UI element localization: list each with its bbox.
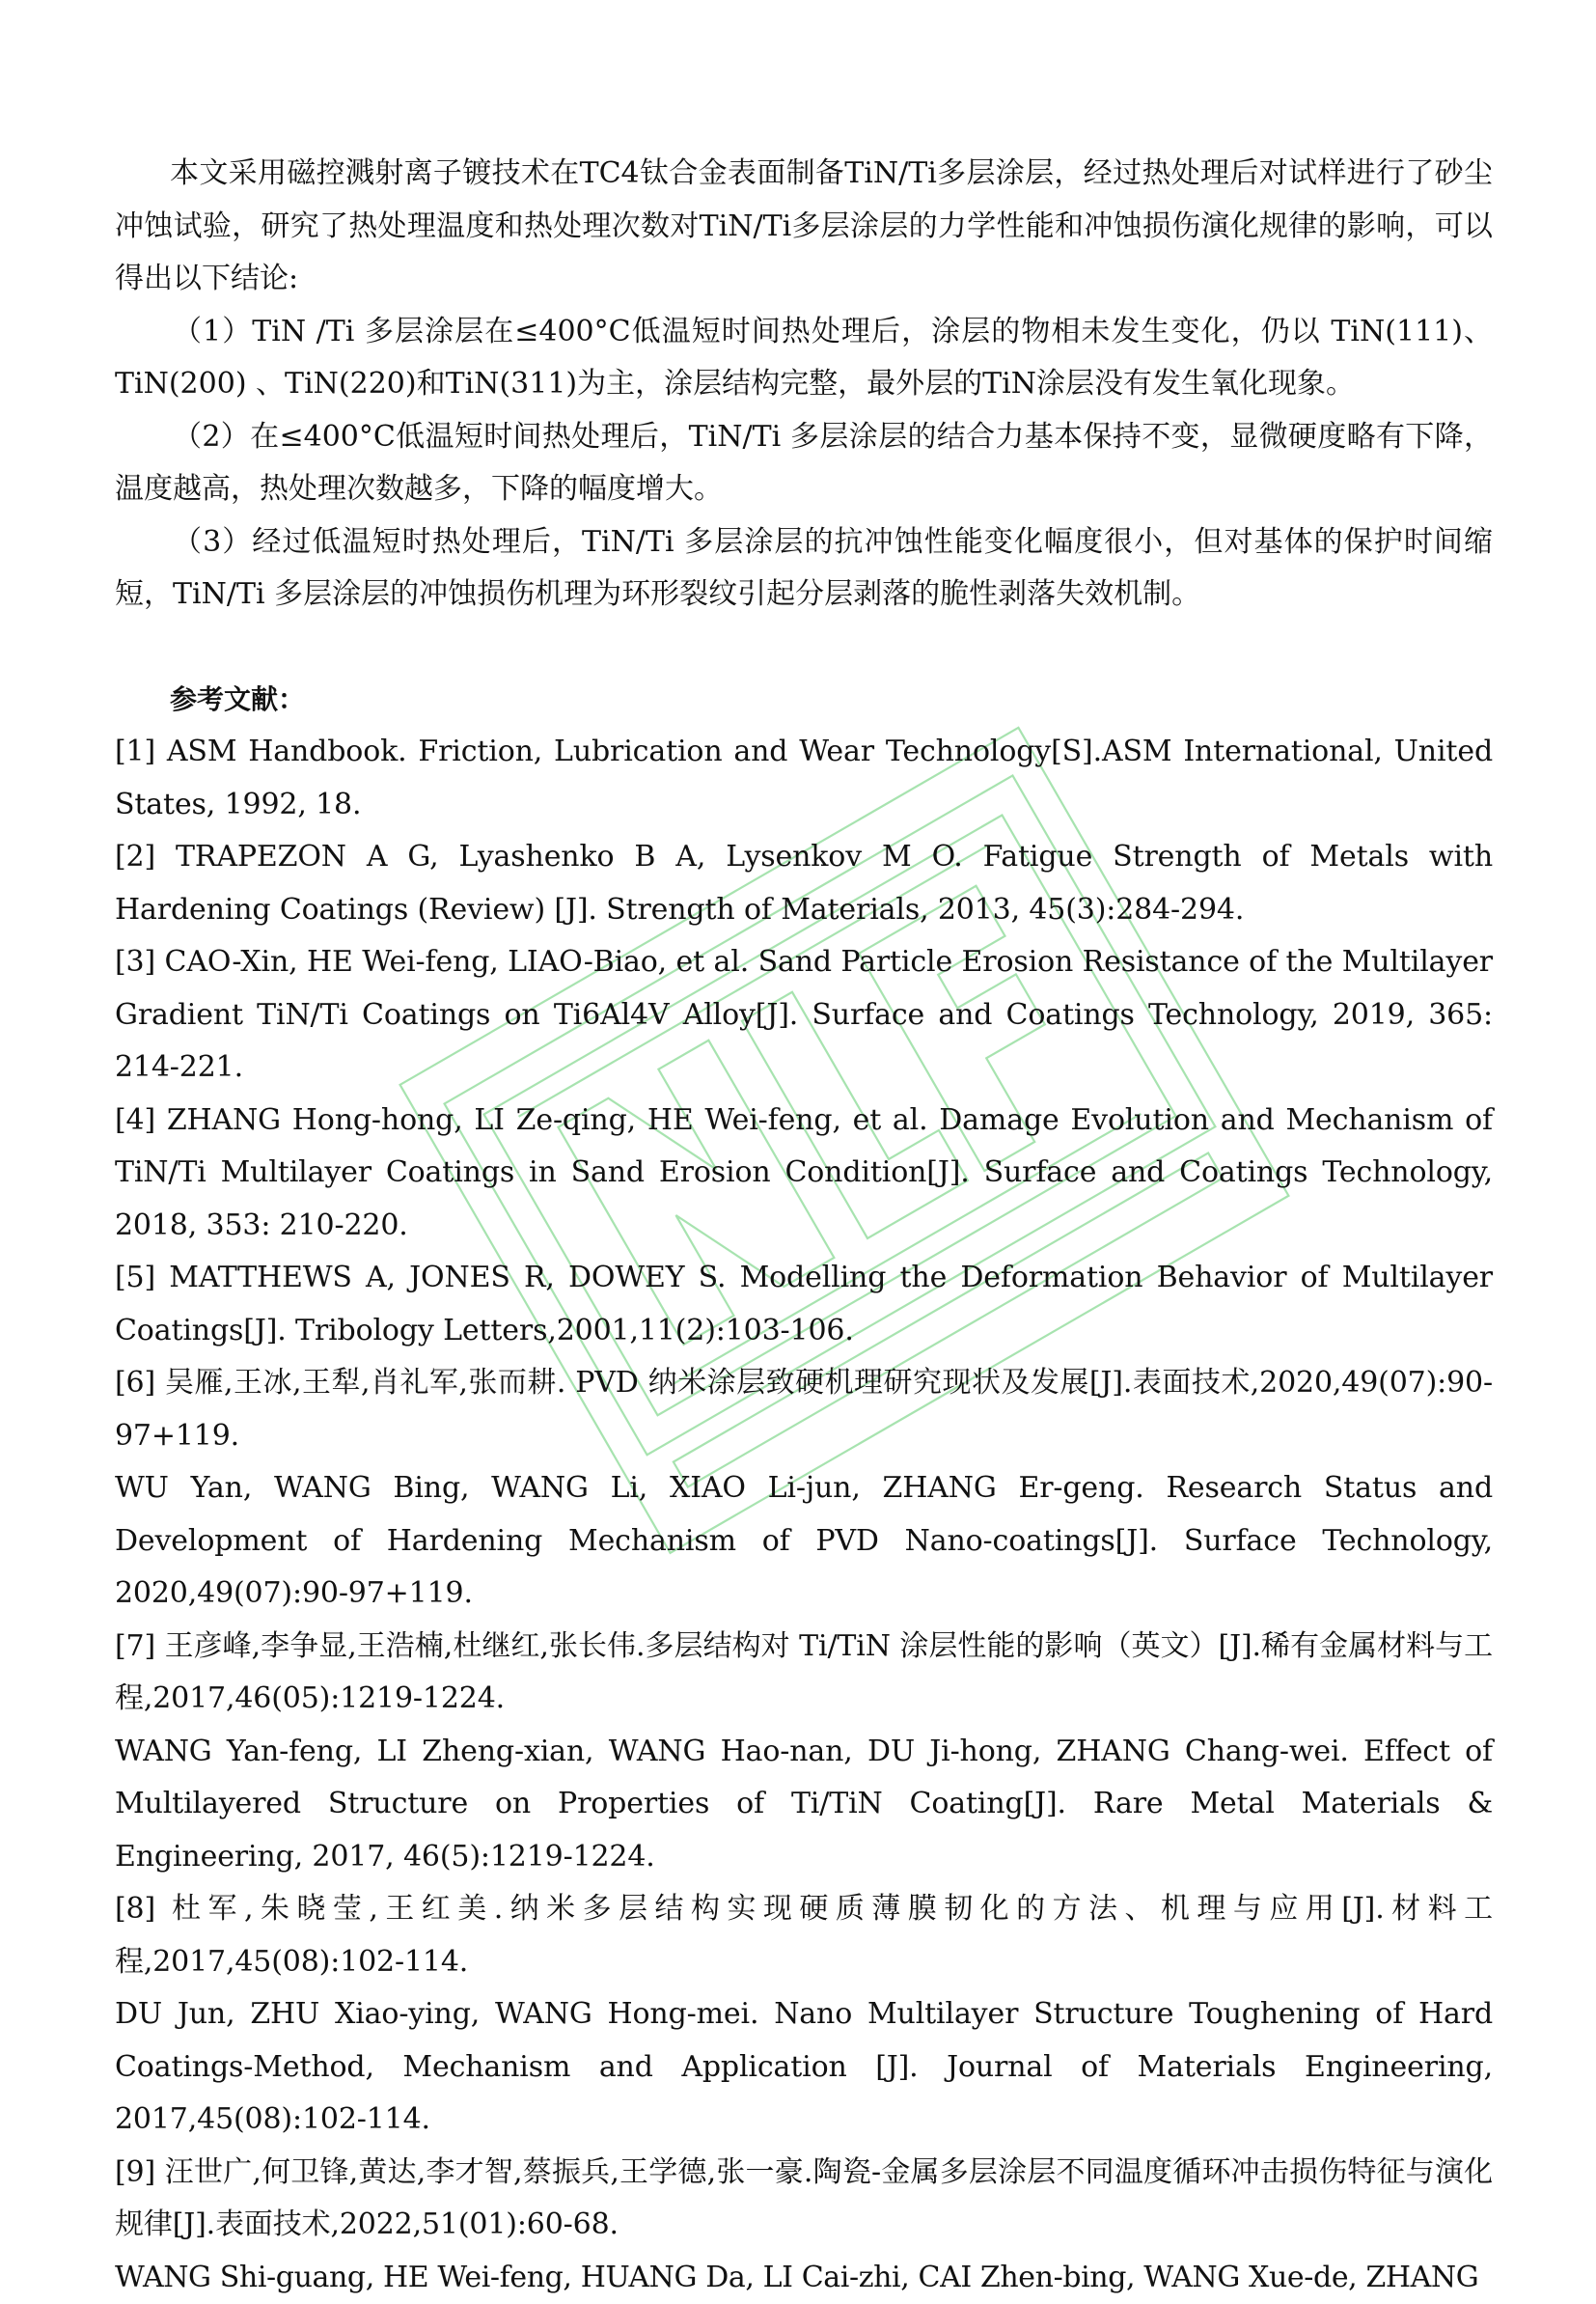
reference-item-translation: WU Yan, WANG Bing, WANG Li, XIAO Li-jun, ZHANG Er-geng. Research Status and Development of Hardening Mechanism of PVD Nano-coatings[J]. Surface Technology, 2020,49(07):90-97+119. [115, 1462, 1493, 1621]
reference-item-translation: WANG Yan-feng, LI Zheng-xian, WANG Hao-nan, DU Ji-hong, ZHANG Chang-wei. Effect of Multilayered Structure on Properties of Ti/TiN Coating[J]. Rare Metal Materials & Engineering, 2017, 46(5):1219-1224. [115, 1726, 1493, 1884]
reference-item: [1] ASM Handbook. Friction, Lubrication and Wear Technology[S].ASM International, United States, 1992, 18. [115, 726, 1493, 831]
reference-item: [6] 吴雁,王冰,王犁,肖礼军,张而耕. PVD 纳米涂层致硬机理研究现状及发展[J].表面技术,2020,49(07):90-97+119. [115, 1357, 1493, 1462]
reference-item: [3] CAO-Xin, HE Wei-feng, LIAO-Biao, et al. Sand Particle Erosion Resistance of the Multilayer Gradient TiN/Ti Coatings on Ti6Al4V Alloy[J]. Surface and Coatings Technology, 2019, 365: 214-221. [115, 936, 1493, 1095]
reference-item-translation: WANG Shi-guang, HE Wei-feng, HUANG Da, LI Cai-zhi, CAI Zhen-bing, WANG Xue-de, ZHANG [115, 2252, 1493, 2304]
conclusion-point-3: （3）经过低温短时热处理后，TiN/Ti 多层涂层的抗冲蚀性能变化幅度很小，但对基体的保护时间缩短，TiN/Ti 多层涂层的冲蚀损伤机理为环形裂纹引起分层剥落的脆性剥落失效机制。 [115, 516, 1493, 622]
reference-item: [4] ZHANG Hong-hong, LI Ze-qing, HE Wei-feng, et al. Damage Evolution and Mechanism of TiN/Ti Multilayer Coatings in Sand Erosion Condition[J]. Surface and Coatings Technology, 2018, 353: 210-220. [115, 1095, 1493, 1253]
references-heading: 参考文献： [115, 674, 1493, 727]
reference-item: [2] TRAPEZON A G, Lyashenko B A, Lysenkov M O. Fatigue Strength of Metals with Hardening Coatings (Review) [J]. Strength of Materials, 2013, 45(3):284-294. [115, 831, 1493, 936]
reference-item-translation: DU Jun, ZHU Xiao-ying, WANG Hong-mei. Nano Multilayer Structure Toughening of Hard Coatings-Method, Mechanism and Application [J]. Journal of Materials Engineering, 2017,45(08):102-114. [115, 1988, 1493, 2147]
conclusion-point-2: （2）在≤400°C低温短时间热处理后，TiN/Ti 多层涂层的结合力基本保持不变，显微硬度略有下降，温度越高，热处理次数越多，下降的幅度增大。 [115, 411, 1493, 516]
conclusion-point-1: （1）TiN /Ti 多层涂层在≤400°C低温短时间热处理后，涂层的物相未发生变化，仍以 TiN(111)、TiN(200) 、TiN(220)和TiN(311)为主，涂层结构完整，最外层的TiN涂层没有发生氧化现象。 [115, 306, 1493, 411]
page-content [115, 148, 1493, 2304]
reference-item: [8] 杜军,朱晓莹,王红美.纳米多层结构实现硬质薄膜韧化的方法、机理与应用[J].材料工程,2017,45(08):102-114. [115, 1883, 1493, 1988]
conclusion-intro: 本文采用磁控溅射离子镀技术在TC4钛合金表面制备TiN/Ti多层涂层，经过热处理后对试样进行了砂尘冲蚀试验，研究了热处理温度和热处理次数对TiN/Ti多层涂层的力学性能和冲蚀损伤演化规律的影响，可以得出以下结论: [115, 148, 1493, 306]
reference-item: [5] MATTHEWS A, JONES R, DOWEY S. Modelling the Deformation Behavior of Multilayer Coatings[J]. Tribology Letters,2001,11(2):103-106. [115, 1252, 1493, 1357]
reference-item: [9] 汪世广,何卫锋,黄达,李才智,蔡振兵,王学德,张一豪.陶瓷-金属多层涂层不同温度循环冲击损伤特征与演化规律[J].表面技术,2022,51(01):60-68. [115, 2147, 1493, 2252]
reference-item: [7] 王彦峰,李争显,王浩楠,杜继红,张长伟.多层结构对 Ti/TiN 涂层性能的影响（英文）[J].稀有金属材料与工程,2017,46(05):1219-1224. [115, 1621, 1493, 1726]
